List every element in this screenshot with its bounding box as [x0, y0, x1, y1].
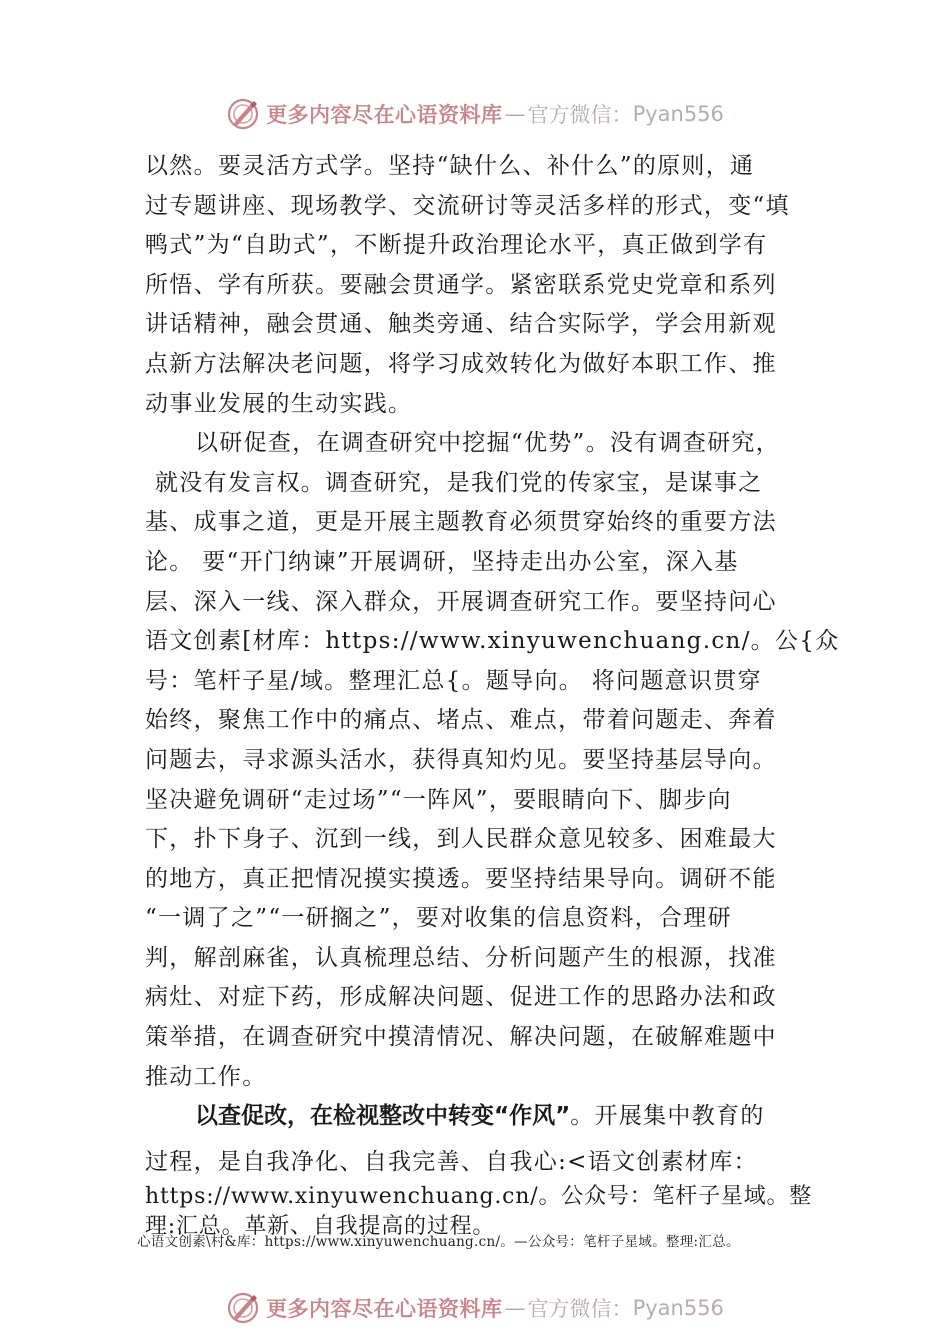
text-line: 下，扑下身子、沉到一线，到人民群众意见较多、困难最大 — [145, 826, 777, 853]
text-line: 所悟、学有所获。要融会贯通学。紧密联系党史党章和系列 — [145, 271, 777, 298]
text-line: 点新方法解决老问题，将学习成效转化为做好本职工作、推 — [145, 350, 777, 377]
text-line: 策举措，在调查研究中摸清情况、解决问题，在破解难题中 — [145, 1024, 777, 1051]
text-line: 的地方，真正把情况摸实摸透。要坚持结果导向。调研不能 — [145, 865, 777, 892]
text-line: 始终，聚焦工作中的痛点、堵点、难点，带着问题走、奔着 — [145, 707, 777, 734]
text-line: 理:汇总。革新、自我提高的过程。 — [145, 1214, 496, 1240]
section-lead-rest: 。开展集中教育的 — [570, 1103, 765, 1130]
text-line: 坚决避免调研“走过场”“一阵风”，要眼睛向下、脚步向 — [145, 786, 732, 813]
text-line: 过专题讲座、现场教学、交流研讨等灵活多样的形式，变“填 — [145, 192, 790, 219]
banner-main-text: 更多内容尽在心语资料库 — [266, 1296, 503, 1321]
footer-banner — [0, 1286, 950, 1330]
text-line-lead — [145, 1097, 835, 1137]
text-line: 问题去，寻求源头活水，获得真知灼见。要坚持基层导向。 — [145, 746, 777, 773]
text-line: 动事业发展的生动实践。 — [145, 390, 413, 417]
text-line: 判，解剖麻雀，认真梳理总结、分析问题产生的根源，找准 — [145, 944, 777, 971]
section-lead-heading: 以查促改，在检视整改中转变“作风” — [195, 1103, 571, 1130]
text-line: 以研促查，在调查研究中挖掘“优势”。没有调查研究， — [195, 430, 781, 457]
article-body — [145, 147, 840, 1242]
banner-wechat-id: Pyan556 — [632, 1296, 724, 1320]
banner-wechat-label: 官方微信： — [527, 103, 633, 127]
text-line: 讲话精神，融会贯通、触类旁通、结合实际学，学会用新观 — [145, 311, 777, 338]
text-line: “一调了之”“一研搁之”，要对收集的信息资料，合理研 — [145, 905, 732, 932]
text-line: 语文创素[材库：https://www.xinyuwenchuang.cn/。公{众 — [145, 628, 840, 655]
text-line: 号：笔杆子星/域。整理汇总{。题导向。 将问题意识贯穿 — [145, 667, 762, 694]
banner-wechat-id: Pyan556 — [632, 102, 724, 126]
text-line: https://www.xinyuwenchuang.cn/。公众号：笔杆子星域。整 — [145, 1184, 813, 1210]
text-line: 推动工作。 — [145, 1063, 267, 1090]
logo-icon — [226, 97, 260, 131]
text-line: 基、成事之道，更是开展主题教育必须贯穿始终的重要方法 — [145, 509, 777, 536]
header-banner — [0, 92, 950, 136]
logo-icon — [226, 1291, 260, 1325]
text-line: 过程，是自我净化、自我完善、自我心:<语文创素材库： — [145, 1148, 758, 1175]
text-line: 论。 要“开门纳谏”开展调研，坚持走出办公室，深入基 — [145, 548, 739, 575]
text-line: 就没有发言权。调查研究，是我们党的传家宝，是谋事之 — [155, 469, 763, 496]
banner-main-text: 更多内容尽在心语资料库 — [266, 102, 503, 127]
text-line: 层、深入一线、深入群众，开展调查研究工作。要坚持问心 — [145, 588, 777, 615]
text-line: 鸭式”为“自助式”，不断提升政治理论水平，真正做到学有 — [145, 232, 768, 259]
text-line: 病灶、对症下药，形成解决问题、促进工作的思路办法和政 — [145, 984, 777, 1011]
text-line: 以然。要灵活方式学。坚持“缺什么、补什么”的原则，通 — [145, 153, 755, 179]
banner-wechat-label: 官方微信： — [527, 1297, 633, 1321]
banner-separator: — — [504, 102, 526, 126]
banner-separator: — — [504, 1296, 526, 1320]
footnote: 心语文创素\村&库：https://www.xinyuwenchuang.cn/。—公众号：笔杆子星域。整理:汇总。 — [137, 1234, 740, 1250]
